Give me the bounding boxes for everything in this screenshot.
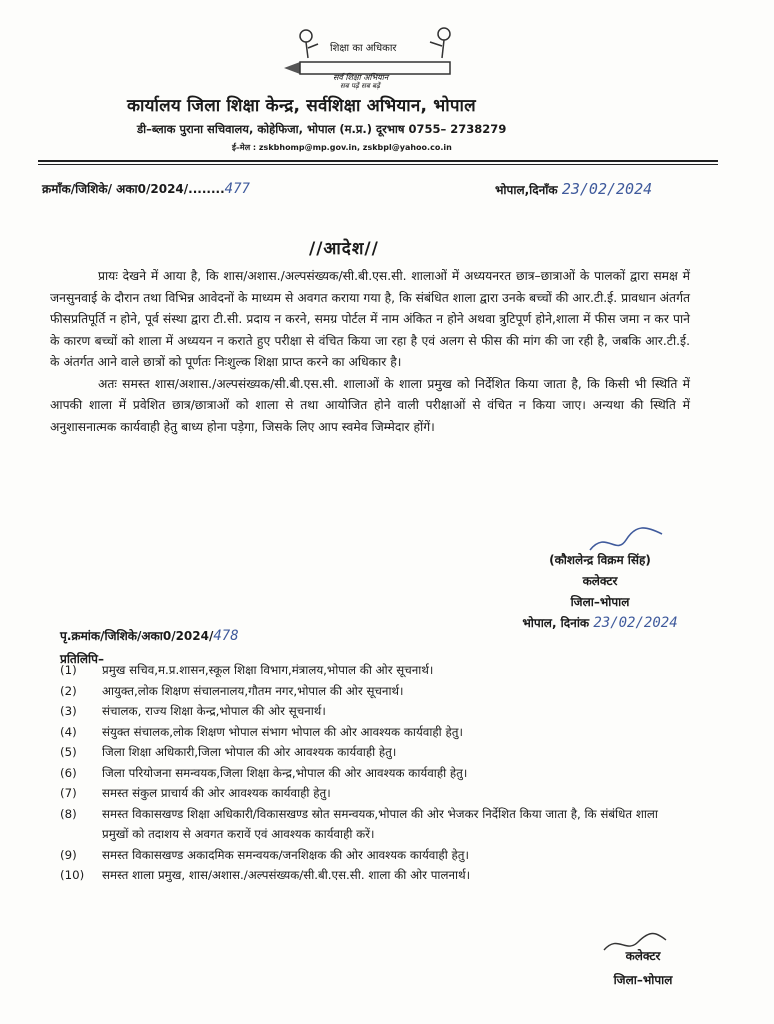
signature-block <box>505 550 695 634</box>
copy-list-item <box>60 763 680 784</box>
copy-signatory-district: जिला–भोपाल <box>613 973 673 987</box>
copy-item-text: प्रमुख सचिव,म.प्र.शासन,स्कूल शिक्षा विभाग,मंत्रालय,भोपाल की ओर सूचनार्थ। <box>102 663 434 677</box>
logo-title: शिक्षा का अधिकार <box>330 43 397 54</box>
rte-logo <box>278 22 468 100</box>
office-address: डी–ब्लाक पुराना सचिवालय, कोहेफिजा, भोपाल (म.प्र.) दूरभाष 0755– 2738279 <box>137 122 507 136</box>
signature-date <box>505 613 695 634</box>
copy-item-number: (5) <box>60 745 77 759</box>
order-paragraph-2: अतः समस्त शास/अशास./अल्पसंख्यक/सी.बी.एस.सी. शालाओं के शाला प्रमुख को निर्देशित किया जाता है, कि किसी भी स्थिति में आपकी शाला में प्रवेशित छात्र/छात्राओं को शाला से तथा आयोजित होने वाली परीक्षाओं से वंचित न किया जाए। अन्यथा की स्थिति में अनुशासनात्मक कार्यवाही हेतु बाध्य होना पड़ेगा, जिसके लिए आप स्वमेव जिम्मेदार होंगें। <box>50 376 690 434</box>
date-handwritten: 23/02/2024 <box>561 180 653 198</box>
copy-list-item <box>60 865 680 886</box>
signature-date-label: भोपाल, दिनांक <box>522 616 590 630</box>
copy-item-number: (3) <box>60 704 77 718</box>
copy-item-text: संचालक, राज्य शिक्षा केन्द्र,भोपाल की ओर सूचनार्थ। <box>102 704 326 718</box>
copy-list-item <box>60 845 680 866</box>
reference-handwritten-number: 477 <box>224 181 250 197</box>
reference-label: क्रमाँक/जिशिके/ अका0/2024/........ <box>42 182 225 196</box>
copy-item-number: (9) <box>60 847 77 862</box>
copy-item-number: (6) <box>60 765 77 780</box>
copy-list-item <box>60 660 680 681</box>
order-body <box>50 266 690 438</box>
order-date <box>495 180 652 198</box>
copy-item-number: (10) <box>60 868 85 882</box>
copy-item-text: आयुक्त,लोक शिक्षण संचालनालय,गौतम नगर,भोपाल की ओर सूचनार्थ। <box>102 683 404 698</box>
copy-item-number: (8) <box>60 806 77 821</box>
copy-item-number: (4) <box>60 724 77 739</box>
logo-slogan: सर्व शिक्षा अभियान <box>333 73 389 82</box>
logo-slogan-secondary: सब पढ़ें सब बढ़ें <box>340 82 380 90</box>
signatory-name: (कौशलेन्द्र विक्रम सिंह) <box>549 553 651 567</box>
copy-item-text: संयुक्त संचालक,लोक शिक्षण भोपाल संभाग भोपाल की ओर आवश्यक कार्यवाही हेतु। <box>102 724 463 739</box>
signatory-district: जिला–भोपाल <box>570 595 630 609</box>
copy-item-number: (7) <box>60 786 77 800</box>
copy-list <box>60 660 680 886</box>
copy-item-number: (1) <box>60 663 77 677</box>
copy-list-item <box>60 783 680 804</box>
copy-list-item <box>60 742 680 763</box>
copy-title: प्रतिलिपि– <box>60 652 104 666</box>
date-label: भोपाल,दिनाँक <box>495 183 558 197</box>
copy-item-text: जिला परियोजना समन्वयक,जिला शिक्षा केन्द्र,भोपाल की ओर आवश्यक कार्यवाही हेतु। <box>102 765 468 780</box>
copy-reference-handwritten: 478 <box>213 628 239 644</box>
copy-list-item <box>60 701 680 722</box>
order-heading: //आदेश// <box>309 239 379 259</box>
copy-reference-number <box>60 627 239 644</box>
copy-signature-block <box>588 944 698 992</box>
signatory-designation: कलेक्टर <box>582 574 618 588</box>
signature-date-handwritten: 23/02/2024 <box>593 615 678 631</box>
header-divider <box>38 160 718 162</box>
copy-list-item <box>60 722 680 743</box>
header-divider-thin <box>38 164 718 165</box>
order-paragraph-1: प्रायः देखने में आया है, कि शास/अशास./अल्पसंख्यक/सी.बी.एस.सी. शालाओं में अध्ययनरत छात्र–छात्राओं के पालकों द्वारा समक्ष में जनसुनवाई के दौरान तथा विभिन्न आवेदनों के माध्यम से अवगत कराया गया है, कि संबंधित शाला द्वारा उनके बच्चों की आर.टी.ई. प्रावधान अंतर्गत फीसप्रतिपूर्ति न होने, पूर्व संस्था द्वारा टी.सी. प्रदाय न करने, समग्र पोर्टल में नाम अंकित न होने अथवा त्रुटिपूर्ण होने,शाला में फीस जमा न कर पाने के कारण बच्चों को शाला में अध्ययन न कराते हुए परीक्षा से वंचित किया जा रहा है एवं अलग से फीस की मांग की जा रही है, जबकि आर.टी.ई. के अंतर्गत आने वाले छात्रों को पूर्णतः निःशुल्क शिक्षा प्राप्त करने का अधिकार है। <box>50 269 690 369</box>
copy-item-text: जिला शिक्षा अधिकारी,जिला भोपाल की ओर आवश्यक कार्यवाही हेतु। <box>102 745 397 759</box>
copy-item-number: (2) <box>60 683 77 698</box>
copy-item-text: समस्त संकुल प्राचार्य की ओर आवश्यक कार्यवाही हेतु। <box>102 786 331 800</box>
copy-item-text: समस्त विकासखण्ड शिक्षा अधिकारी/विकासखण्ड स्रोत समन्वयक,भोपाल की ओर भेजकर निर्देशित किया जाता है, कि संबंधित शाला प्रमुखों को तदाशय से अवगत करावें एवं आवश्यक कार्यवाही करें। <box>102 806 658 841</box>
office-name: कार्यालय जिला शिक्षा केन्द्र, सर्वशिक्षा अभियान, भोपाल <box>127 96 476 116</box>
reference-number <box>42 180 250 197</box>
office-email: ई–मेल : zskbhomp@mp.gov.in, zskbpl@yahoo.co.in <box>232 143 452 152</box>
copy-item-text: समस्त विकासखण्ड अकादमिक समन्वयक/जनशिक्षक की ओर आवश्यक कार्यवाही हेतु। <box>102 847 469 862</box>
copy-signatory-designation: कलेक्टर <box>625 949 661 963</box>
copy-list-item <box>60 804 680 845</box>
copy-item-text: समस्त शाला प्रमुख, शास/अशास./अल्पसंख्यक/सी.बी.एस.सी. शाला की ओर पालनार्थ। <box>102 868 471 882</box>
copy-reference-label: पृ.क्रमांक/जिशिके/अका0/2024/ <box>60 629 214 643</box>
copy-list-item <box>60 681 680 702</box>
